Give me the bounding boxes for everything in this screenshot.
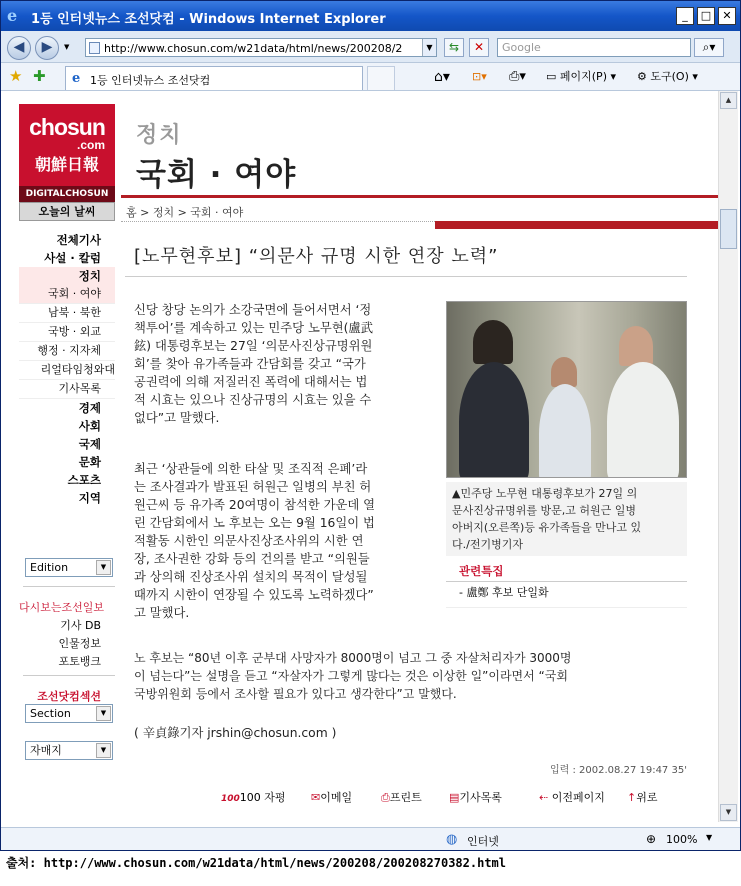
stop-icon[interactable]: ✕ xyxy=(469,38,489,57)
top-link[interactable] xyxy=(627,789,657,805)
sister-select-value: 자매지 xyxy=(30,744,62,757)
related-title: 관련특집 xyxy=(459,564,504,578)
menu-sub-admin[interactable]: 행정 · 지자체 xyxy=(19,342,115,361)
search-input[interactable]: Google xyxy=(497,38,691,57)
caption-line: 아버지(오른쪽)등 유가족들을 만나고 있 xyxy=(452,521,642,534)
source-caption: 출처: http://www.chosun.com/w21data/html/news/200208/200208270382.html xyxy=(0,851,741,886)
header-rule xyxy=(121,195,718,198)
feeds-icon[interactable]: ⊡▾ xyxy=(472,70,487,83)
scroll-down-icon[interactable]: ▼ xyxy=(720,804,737,821)
new-tab-button[interactable] xyxy=(367,66,395,90)
gear-icon: ⚙ xyxy=(637,70,647,83)
favorites-star-icon[interactable]: ★ xyxy=(9,67,23,85)
rating-label: 100 자평 xyxy=(239,791,286,804)
side-divider xyxy=(23,586,115,587)
text-line: 국방위원회 등에서 조사할 필요가 있다고 생각한다”고 말했다. xyxy=(134,687,457,701)
ie-logo-icon: e xyxy=(7,6,18,25)
caption-line: ▲민주당 노무현 대통령후보가 27일 의 xyxy=(452,487,638,500)
menu-item-sports[interactable]: 스포츠 xyxy=(67,473,101,487)
add-favorite-icon[interactable]: ✚ xyxy=(33,67,46,85)
history-dropdown-icon[interactable]: ▼ xyxy=(64,43,70,51)
chosun-logo[interactable] xyxy=(19,104,115,202)
window-title: 1등 인터넷뉴스 조선닷컴 - Windows Internet Explorer xyxy=(31,12,386,27)
menu-item-editorial[interactable]: 사설 · 칼럼 xyxy=(44,251,101,265)
article-date: 입력 : 2002.08.27 19:47 35' xyxy=(550,765,687,776)
related-divider xyxy=(446,607,687,608)
side-divider xyxy=(23,675,115,676)
photo-figure xyxy=(607,362,679,478)
url-text: http://www.chosun.com/w21data/html/news/200208/2 xyxy=(104,42,403,55)
top-label: 위로 xyxy=(636,791,658,804)
menu-sub-article-list[interactable]: 기사목록 xyxy=(19,380,115,399)
header-accent-bar xyxy=(435,221,718,229)
text-line: 이 넘는다”는 설명을 듣고 “자살자가 그렇게 많다는 것은 이상한 일”이라면서 “국회 xyxy=(134,669,568,683)
scroll-thumb[interactable] xyxy=(720,209,737,249)
article-paragraph-3 xyxy=(134,649,694,703)
refresh-icon[interactable]: ⇆ xyxy=(444,38,464,57)
zoom-level[interactable]: 100% xyxy=(666,833,698,846)
prev-page-link[interactable] xyxy=(539,789,605,805)
text-line: 장, 조사권한 강화 등의 건의를 받고 “의원들 xyxy=(134,552,370,566)
rating-link[interactable] xyxy=(221,789,286,805)
status-bar xyxy=(1,827,740,850)
text-line: 적활동 시한인 의문사진상조사위의 시한 연 xyxy=(134,534,364,548)
text-line: 적 시효는 있으나 진상규명의 시효는 있을 수 xyxy=(134,393,372,407)
text-line: 회’를 찾아 유가족들과 간담회를 갖고 “국가 xyxy=(134,357,366,371)
article-paragraph-1 xyxy=(134,301,439,427)
left-menu xyxy=(19,231,115,507)
print-label: 프린트 xyxy=(389,791,422,804)
list-icon: ▤ xyxy=(449,791,460,804)
breadcrumb[interactable]: 홈 > 정치 > 국회 · 여야 xyxy=(126,206,244,219)
close-button[interactable]: ✕ xyxy=(718,7,736,25)
section-select[interactable] xyxy=(25,704,113,723)
photo-figure xyxy=(551,357,577,387)
edition-select[interactable] xyxy=(25,558,113,577)
section-category: 정치 xyxy=(136,123,183,148)
text-line: 공권력에 의해 저질러진 폭력에 대해서는 법 xyxy=(134,375,368,389)
maximize-button[interactable]: □ xyxy=(697,7,715,25)
text-line: 노 후보는 “80년 이후 군부대 사망자가 8000명이 넘고 그 중 자살처리자가 3000명 xyxy=(134,651,572,665)
text-line: 고 말했다. xyxy=(134,606,190,620)
tools-menu[interactable]: ⚙ 도구(O) ▾ xyxy=(637,70,698,83)
home-icon[interactable]: ⌂▾ xyxy=(434,69,450,85)
headline-divider xyxy=(125,276,687,277)
menu-sub-north-korea[interactable]: 남북 · 북한 xyxy=(19,304,115,323)
menu-item-all-news[interactable]: 전체기사 xyxy=(56,233,101,247)
address-bar xyxy=(1,31,740,63)
article-paragraph-2 xyxy=(134,460,439,622)
chevron-down-icon: ▼ xyxy=(96,706,111,721)
menu-item-economy[interactable]: 경제 xyxy=(78,401,101,415)
menu-item-region[interactable]: 지역 xyxy=(78,491,101,505)
page-icon xyxy=(89,42,100,54)
email-link[interactable] xyxy=(311,789,352,805)
caption-line: 문사진상규명위를 방문,고 허원근 일병 xyxy=(452,504,637,517)
tools-menu-label: 도구(O) xyxy=(650,70,689,83)
title-bar xyxy=(1,1,740,31)
text-line: 는 조사결과가 발표된 허원근 일병의 부친 허 xyxy=(134,480,372,494)
menu-item-world[interactable]: 국제 xyxy=(78,437,101,451)
print-link[interactable] xyxy=(381,789,422,805)
article-byline: ( 辛貞錄기자 jrshin@chosun.com ) xyxy=(134,726,337,740)
email-icon: ✉ xyxy=(311,791,321,804)
vertical-scrollbar[interactable] xyxy=(718,91,738,822)
globe-icon: ◍ xyxy=(446,832,458,847)
menu-item-politics[interactable]: 정치 xyxy=(19,267,115,285)
back-button[interactable]: ◀ xyxy=(7,36,31,60)
article-list-label: 기사목록 xyxy=(459,791,502,804)
scroll-up-icon[interactable]: ▲ xyxy=(720,92,737,109)
related-link[interactable]: - 盧鄭 후보 단일화 xyxy=(459,586,549,599)
menu-item-culture[interactable]: 문화 xyxy=(78,455,101,469)
printer-icon: ⎙ xyxy=(381,791,390,804)
text-line: 과 상의해 진상조사위 설치의 목적이 달성될 xyxy=(134,570,368,584)
menu-sub-defense[interactable]: 국방 · 외교 xyxy=(19,323,115,342)
arrow-up-icon: ↑ xyxy=(627,791,637,804)
article-headline: [노무현후보] “의문사 규명 시한 연장 노력” xyxy=(134,246,499,267)
tab-label: 1등 인터넷뉴스 조선닷컴 xyxy=(90,74,211,87)
menu-sub-assembly[interactable]: 국회 · 여야 xyxy=(19,285,115,304)
archive-title[interactable]: 다시보는조선일보 xyxy=(19,601,105,614)
zoom-dropdown-icon[interactable]: ▼ xyxy=(706,833,713,842)
menu-sub-bluehouse[interactable]: 리얼타임청와대 xyxy=(19,361,115,380)
minimize-button[interactable]: _ xyxy=(676,7,694,25)
article-photo[interactable] xyxy=(446,301,687,478)
search-icon[interactable]: ⌕▾ xyxy=(694,38,724,57)
section-nav-title: 조선닷컴섹션 xyxy=(37,690,101,703)
text-line: 린 간담회에서 노 후보는 오는 9월 16일이 법 xyxy=(134,516,375,530)
text-line: 없다”고 말했다. xyxy=(134,411,220,425)
logo-domain: .com xyxy=(76,138,105,152)
url-field[interactable] xyxy=(85,38,437,57)
text-line: 책투어’를 계속하고 있는 민주당 노무현(盧武 xyxy=(134,321,373,335)
forward-button[interactable]: ▶ xyxy=(35,36,59,60)
tab-favicon-icon: e xyxy=(72,71,81,86)
sister-select[interactable] xyxy=(25,741,113,760)
weather-button[interactable]: 오늘의 날씨 xyxy=(19,202,115,221)
chevron-down-icon: ▼ xyxy=(96,743,111,758)
related-divider xyxy=(446,581,687,582)
zone-label: 인터넷 xyxy=(467,835,499,848)
section-title: 국회 · 여야 xyxy=(136,157,297,193)
archive-item-photobank[interactable]: 포토뱅크 xyxy=(58,655,101,668)
logo-sub: DIGITALCHOSUN xyxy=(19,186,115,202)
photo-figure xyxy=(459,362,529,478)
breadcrumb-divider xyxy=(121,221,435,222)
url-dropdown-icon[interactable]: ▼ xyxy=(422,39,436,56)
arrow-left-icon: ⇠ xyxy=(539,791,549,804)
logo-hanja: 朝鮮日報 xyxy=(34,155,99,174)
archive-item-people[interactable]: 인물정보 xyxy=(58,637,101,650)
photo-figure xyxy=(539,384,591,478)
page-menu-label: 페이지(P) xyxy=(559,70,607,83)
menu-item-society[interactable]: 사회 xyxy=(78,419,101,433)
page-menu[interactable]: ▭ 페이지(P) ▾ xyxy=(546,70,617,83)
tab-active[interactable] xyxy=(65,66,363,90)
photo-caption xyxy=(446,482,687,556)
page-content xyxy=(5,91,718,822)
text-line: 신당 창당 논의가 소강국면에 들어서면서 ‘정 xyxy=(134,303,372,317)
photo-figure xyxy=(619,326,653,366)
section-select-value: Section xyxy=(30,707,71,720)
text-line: 원근씨 등 유가족 20여명이 참석한 가운데 열 xyxy=(134,498,376,512)
text-line: 鉉) 대통령후보는 27일 ‘의문사진상규명위원 xyxy=(134,339,373,353)
text-line: 때까지 시한이 연장될 수 있도록 노력하겠다” xyxy=(134,588,374,602)
photo-figure xyxy=(473,320,513,364)
archive-item-db[interactable]: 기사 DB xyxy=(60,619,101,632)
article-list-link[interactable] xyxy=(449,789,502,805)
prev-page-label: 이전페이지 xyxy=(551,791,605,804)
rating-badge: 100 xyxy=(221,794,240,804)
text-line: 최근 ‘상관들에 의한 타살 및 조직적 은폐’라 xyxy=(134,462,368,476)
print-icon[interactable]: ⎙▾ xyxy=(509,69,526,84)
zoom-icon: ⊕ xyxy=(646,832,657,846)
edition-select-value: Edition xyxy=(30,561,69,574)
chevron-down-icon: ▼ xyxy=(96,560,111,575)
caption-line: 다./전기병기자 xyxy=(452,538,523,551)
tab-bar xyxy=(1,63,740,91)
email-label: 이메일 xyxy=(320,791,353,804)
logo-brand: chosun xyxy=(29,114,105,140)
